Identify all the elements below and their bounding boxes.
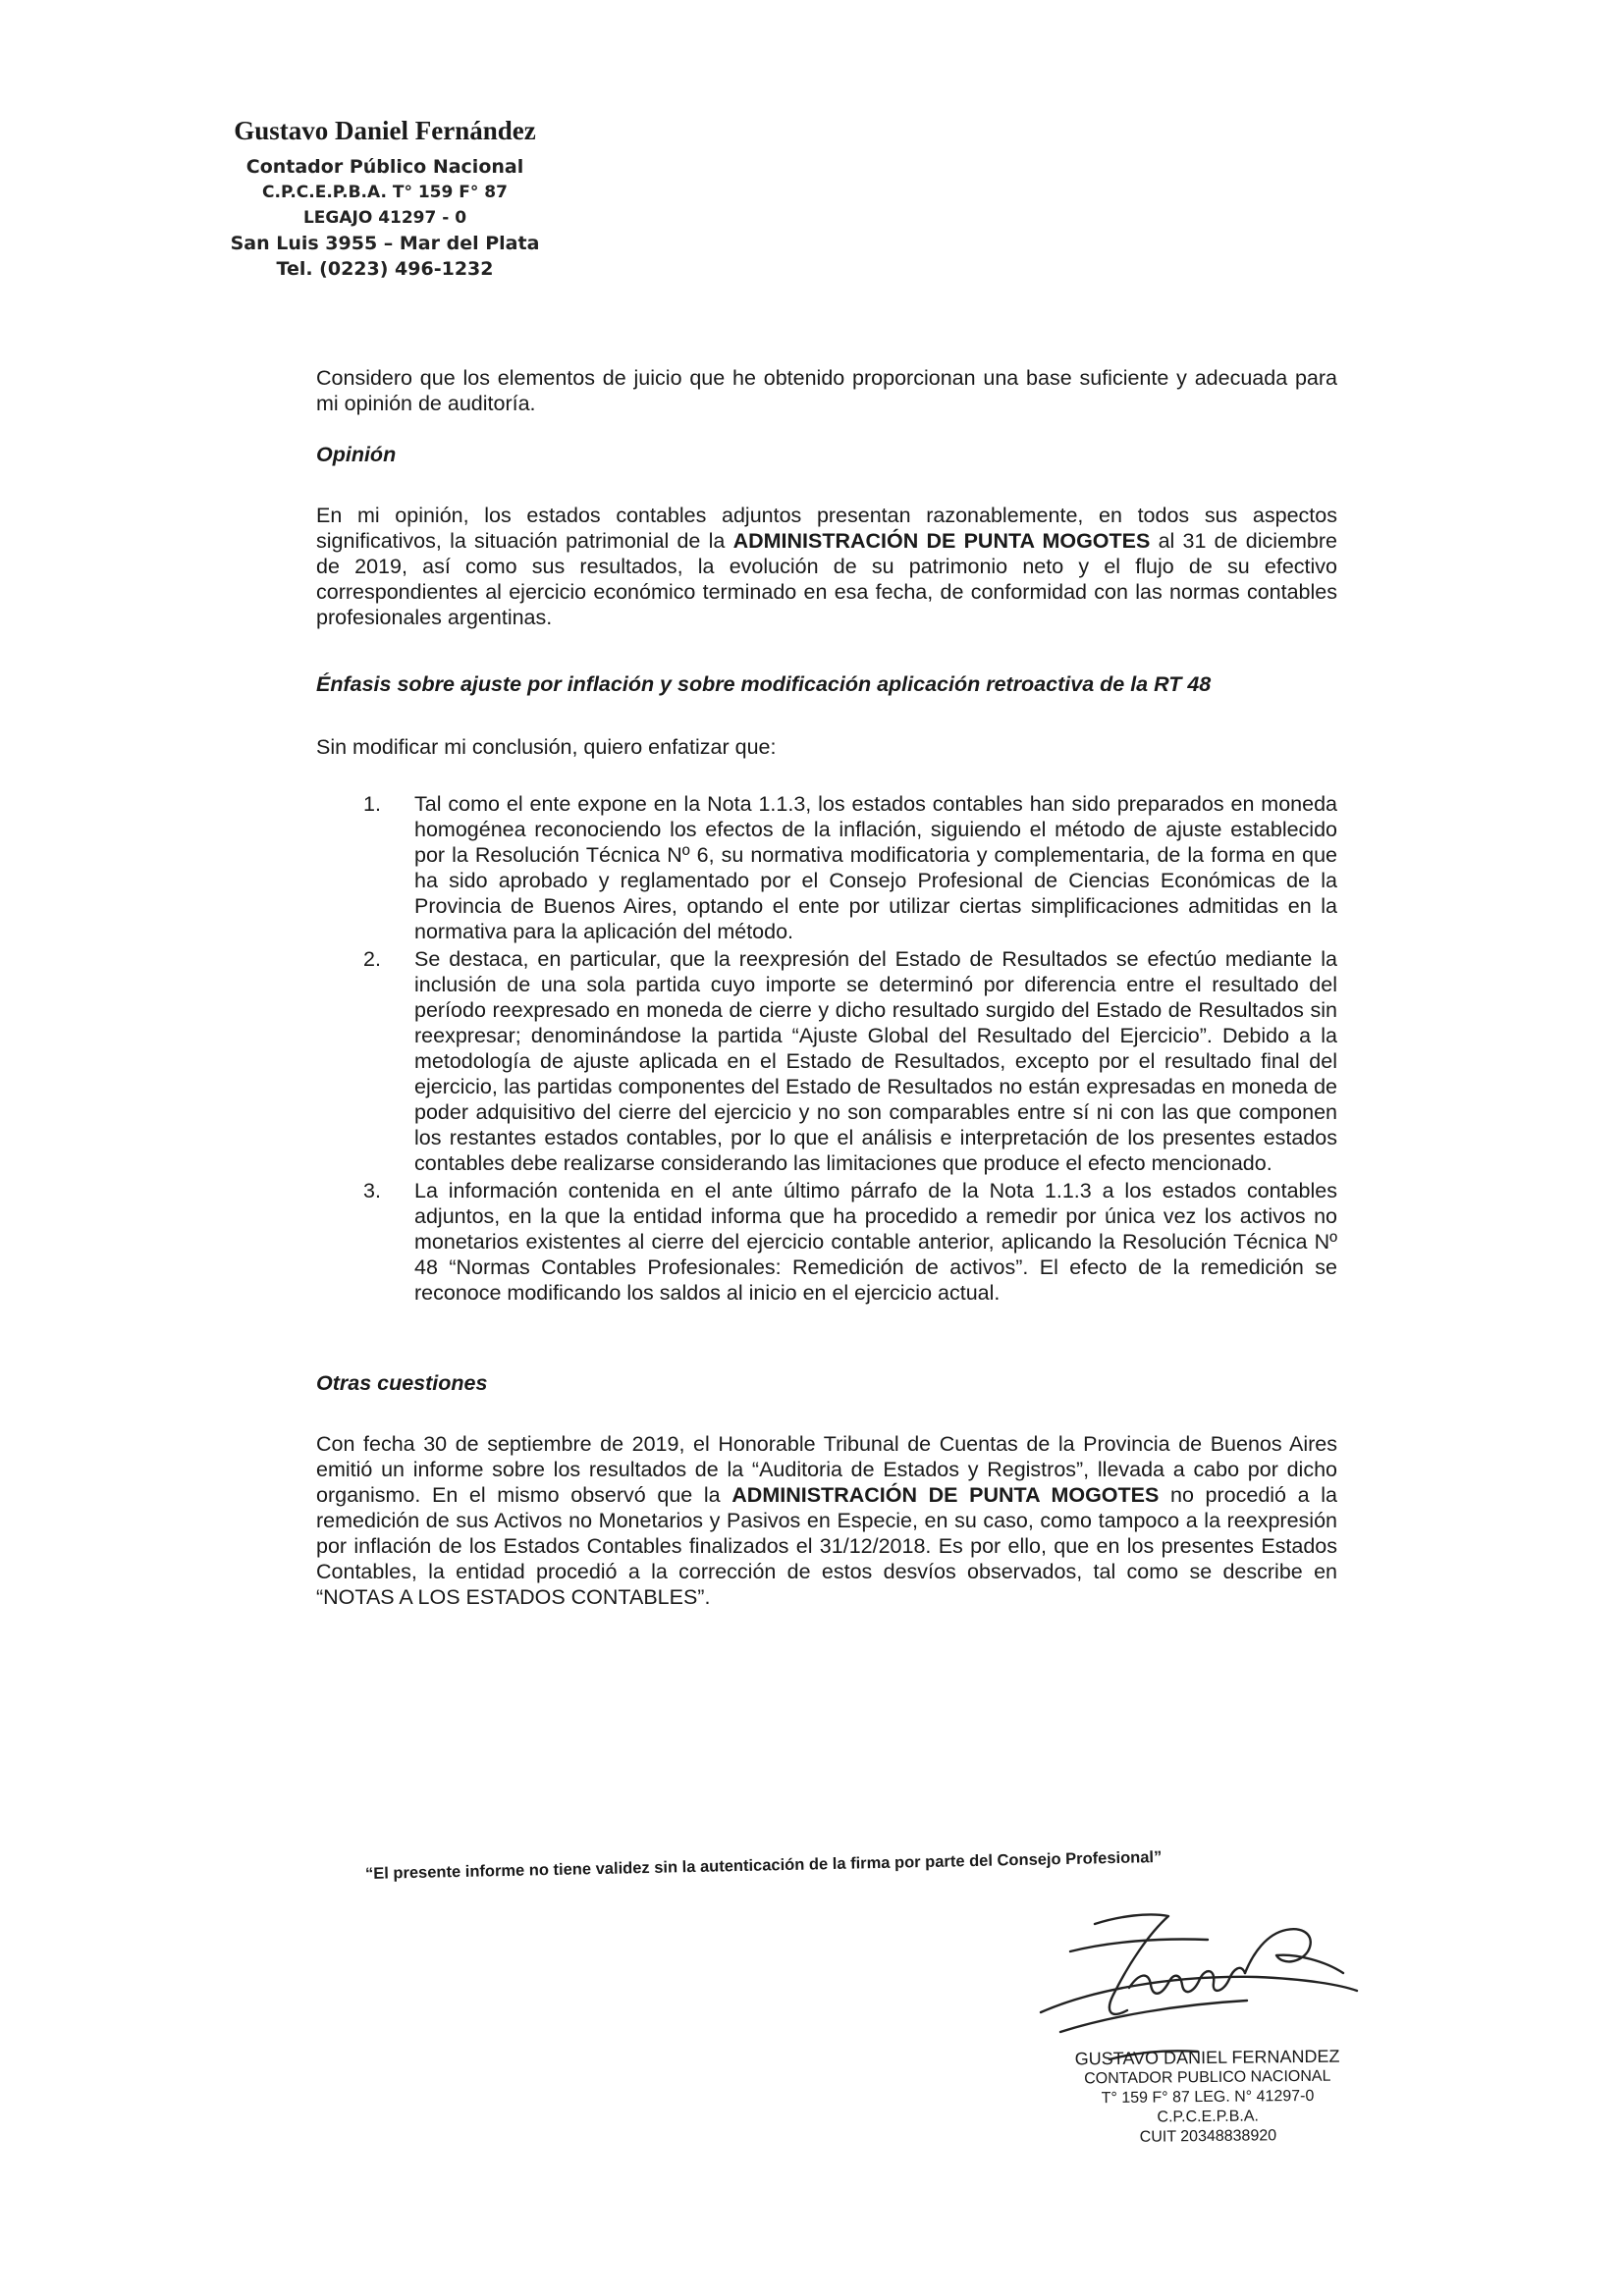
list-item-text: Se destaca, en particular, que la reexpresión del Estado de Resultados se efectúo mediante la inclusión de una sola partida cuyo importe se determinó por diferencia entre el resultado del período reexpresado en moneda de cierre y dicho resultado surgido del Estado de Resultados sin reexpresar; denominándose la partida “Ajuste Global del Resultado del Ejercicio”. Debido a la metodología de ajuste aplicada en el Estado de Resultados, excepto por el resultado final del ejercicio, las partidas componentes del Estado de Resultados no están expresadas en moneda de poder adquisitivo del cierre del ejercicio y no son comparables entre sí ni con las que componen los restantes estados contables, por lo que el análisis e interpretación de los presentes estados contables debe realizarse considerando las limitaciones que produce el efecto mencionado. xyxy=(414,947,1337,1175)
stamp-cuit: CUIT 20348838920 xyxy=(1139,2127,1277,2146)
other-matters-text-start: Con fecha 30 de septiembre de 2019, el Honorable Tribunal de Cuentas de la Provincia de Buenos Aires emitió un informe sobre los resultados de la “Auditoria de Estados y Registros”, llevada a cabo por dicho organismo. En el mismo observó que la xyxy=(316,1432,1337,1507)
list-item xyxy=(363,791,1337,944)
opinion-heading: Opinión xyxy=(316,443,397,466)
accountant-title: Contador Público Nacional xyxy=(245,156,524,178)
handwritten-signature xyxy=(1001,1895,1375,2061)
other-matters-text-end: no procedió a la remedición de sus Activos no Monetarios y Pasivos en Especie, en su caso, como tampoco a la reexpresión por inflación de los Estados Contables finalizados el 31/12/2018. Es por ello, que en los presentes Estados Contables, la entidad procedió a la corrección de estos desvíos observados, tal como se describe en “NOTAS A LOS ESTADOS CONTABLES”. xyxy=(316,1483,1337,1609)
stamp-registration: T° 159 F° 87 LEG. N° 41297-0 xyxy=(1101,2087,1315,2108)
letterhead xyxy=(208,116,562,282)
opinion-text-start: En mi opinión, los estados contables adjuntos presentan razonablemente, en todos sus aspectos significativos, la situación patrimonial de la xyxy=(316,504,1337,553)
opinion-entity-name: ADMINISTRACIÓN DE PUNTA MOGOTES xyxy=(732,529,1151,553)
report-body xyxy=(316,365,1337,1610)
list-item xyxy=(363,946,1337,1176)
list-item-text: La información contenida en el ante último párrafo de la Nota 1.1.3 a los estados contables adjuntos, en la que la entidad informa que ha procedido a remedir por única vez los activos no monetarios existentes al cierre del ejercicio contable anterior, aplicando la Resolución Técnica Nº 48 “Normas Contables Profesionales: Remedición de activos”. El efecto de la remedición se reconoce modificando los saldos al inicio en el ejercicio actual. xyxy=(414,1179,1337,1305)
stamp-title: CONTADOR PUBLICO NACIONAL xyxy=(1084,2067,1331,2088)
validity-note: “El presente informe no tiene validez sin la autenticación de la firma por parte del Consejo Profesional” xyxy=(364,1848,1163,1883)
stamp-name: GUSTAVO DANIEL FERNANDEZ xyxy=(1074,2046,1340,2069)
list-item-text: Tal como el ente expone en la Nota 1.1.3, los estados contables han sido preparados en moneda homogénea reconociendo los efectos de la inflación, siguiendo el método de ajuste establecido por la Resolución Técnica Nº 6, su normativa modificatoria y complementaria, de la forma en que ha sido aprobado y reglamentado por el Consejo Profesional de Ciencias Económicas de la Provincia de Buenos Aires, optando el ente por utilizar ciertas simplificaciones admitidas en la normativa para la aplicación del método. xyxy=(414,792,1337,943)
list-item xyxy=(363,1178,1337,1306)
registration-number: C.P.C.E.P.B.A. T° 159 F° 87 xyxy=(262,183,508,202)
address: San Luis 3955 – Mar del Plata xyxy=(230,233,540,254)
other-matters-paragraph xyxy=(316,1431,1337,1610)
emphasis-intro: Sin modificar mi conclusión, quiero enfatizar que: xyxy=(316,735,777,759)
list-item-number: 3. xyxy=(363,1179,381,1202)
other-matters-entity-name: ADMINISTRACIÓN DE PUNTA MOGOTES xyxy=(731,1483,1160,1507)
accountant-name: Gustavo Daniel Fernández xyxy=(234,116,536,145)
other-matters-heading: Otras cuestiones xyxy=(316,1371,488,1395)
accountant-stamp xyxy=(1059,2045,1355,2148)
opinion-text-end: al 31 de diciembre de 2019, así como sus resultados, la evolución de su patrimonio neto y el flujo de su efectivo correspondientes al ejercicio económico terminado en esa fecha, de conformidad con las normas contables profesionales argentinas. xyxy=(316,529,1337,629)
stamp-council: C.P.C.E.P.B.A. xyxy=(1157,2108,1260,2126)
list-item-number: 2. xyxy=(363,947,381,971)
opinion-paragraph xyxy=(316,503,1337,630)
emphasis-list xyxy=(316,791,1337,1306)
legajo-number: LEGAJO 41297 - 0 xyxy=(302,208,467,228)
emphasis-heading: Énfasis sobre ajuste por inflación y sobre modificación aplicación retroactiva de la RT 48 xyxy=(316,672,1212,696)
phone: Tel. (0223) 496-1232 xyxy=(276,258,494,280)
list-item-number: 1. xyxy=(363,792,381,816)
basis-paragraph: Considero que los elementos de juicio que he obtenido proporcionan una base suficiente y adecuada para mi opinión de auditoría. xyxy=(316,366,1337,415)
